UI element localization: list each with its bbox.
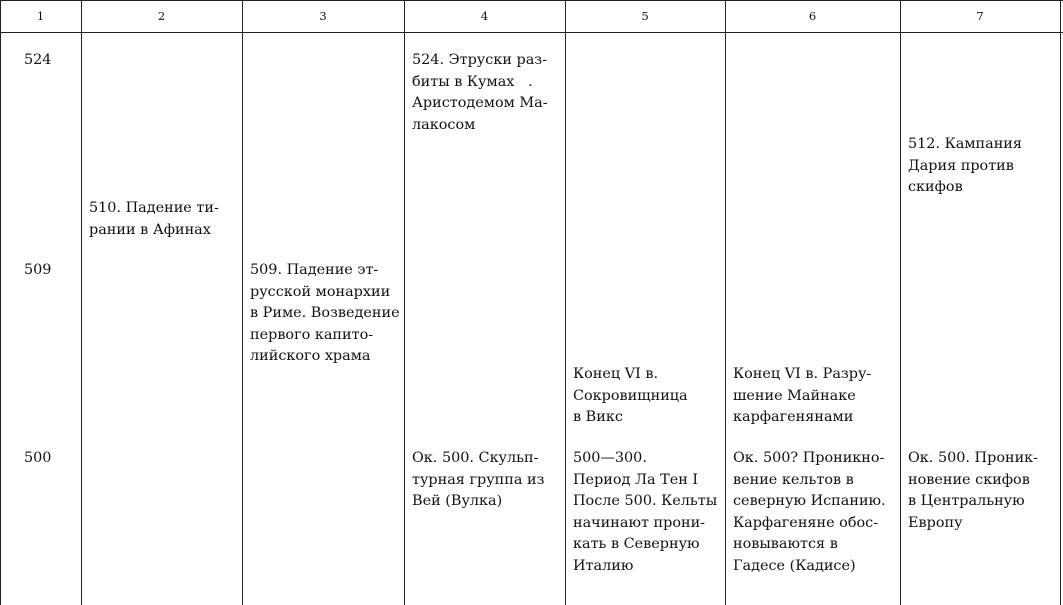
column-header-2: 2 [157,9,166,23]
column-divider [404,0,405,605]
header-bottom-border [0,32,1063,33]
year-cell: 524 [24,52,52,68]
column-divider [81,0,82,605]
event-cell: 524. Этруски раз- биты в Кумах . Аристодемом Ма- лакосом [412,52,548,133]
column-header-3: 3 [319,9,327,23]
year-cell: 509 [24,262,52,278]
event-cell: 509. Падение эт- русской монархии в Риме. Возведение первого капито- лийского храма [250,262,400,364]
column-header-5: 5 [641,9,649,23]
column-divider [565,0,566,605]
column-header-7: 7 [976,9,984,23]
column-divider [242,0,243,605]
column-divider [900,0,901,605]
event-cell: 510. Падение ти- рании в Афинах [89,200,219,238]
event-cell: 500—300. Период Ла Тен I После 500. Кельты начинают прони- кать в Северную Италию [573,450,718,574]
year-cell: 500 [24,450,52,466]
column-header-1: 1 [36,9,45,23]
event-cell: Конец VI в. Разру- шение Майнаке карфагенянами [733,366,872,425]
column-header-4: 4 [480,9,489,23]
event-cell: 512. Кампания Дария против скифов [908,136,1022,195]
column-header-6: 6 [808,9,817,23]
column-divider [0,0,1,605]
column-divider [1060,0,1061,605]
event-cell: Конец VI в. Сокровищница в Викс [573,366,688,425]
column-divider [725,0,726,605]
event-cell: Ок. 500? Проникно- вение кельтов в северную Испанию. Карфагеняне обос- новываются в Гадесе (Кадисе) [733,450,886,574]
event-cell: Ок. 500. Скульп- турная группа из Вей (Вулка) [412,450,545,509]
event-cell: Ок. 500. Проник- новение скифов в Центральную Европу [908,450,1039,531]
